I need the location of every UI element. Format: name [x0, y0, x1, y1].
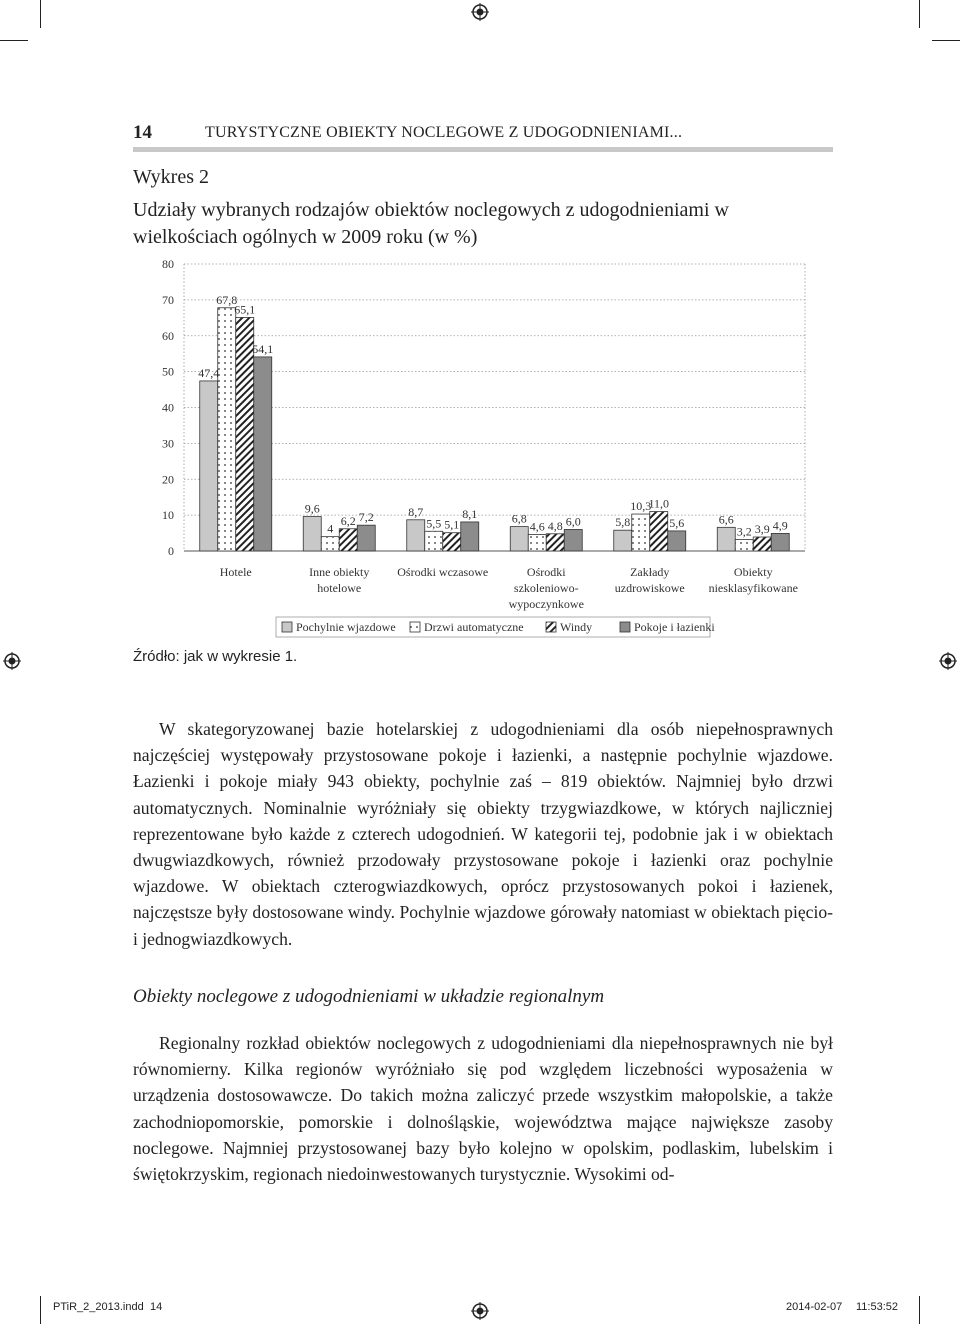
bar	[339, 529, 357, 551]
bar	[200, 381, 218, 551]
data-label: 3,2	[736, 524, 752, 539]
chart-category-labels	[220, 565, 798, 611]
bar	[236, 317, 254, 551]
running-header: TURYSTYCZNE OBIEKTY NOCLEGOWE Z UDOGODNIENIAMI...	[205, 124, 683, 141]
data-label: 3,9	[754, 522, 770, 537]
legend-label: Windy	[560, 620, 593, 634]
data-label: 67,8	[216, 292, 238, 307]
bar	[650, 512, 668, 551]
legend-label: Pokoje i łazienki	[634, 620, 715, 634]
y-tick-label: 70	[162, 292, 174, 307]
chart-data-labels	[198, 293, 788, 539]
chart-grid	[184, 264, 805, 551]
category-label: szkoleniowo-	[513, 581, 579, 595]
figure-label: Wykres 2	[133, 166, 209, 188]
category-label: Ośrodki wczasowe	[397, 565, 489, 579]
data-label: 8,7	[408, 504, 424, 519]
category-label: Hotele	[219, 565, 252, 579]
data-label: 5,8	[615, 515, 631, 530]
data-label: 5,1	[444, 517, 460, 532]
chart-bars	[200, 308, 790, 551]
legend-swatch	[410, 622, 420, 632]
y-tick-label: 50	[162, 364, 174, 379]
data-label: 6,2	[340, 513, 356, 528]
legend-swatch	[620, 622, 630, 632]
bar	[303, 517, 321, 551]
registration-mark-icon	[3, 652, 21, 670]
registration-mark-icon	[471, 1302, 489, 1320]
legend-swatch	[282, 622, 292, 632]
bar	[461, 522, 479, 551]
bar	[546, 534, 564, 551]
y-tick-label: 60	[162, 328, 174, 343]
chart-legend	[276, 617, 715, 637]
bar	[443, 533, 461, 551]
category-label: hotelowe	[317, 581, 362, 595]
footer-file-name: PTiR_2_2013.indd	[53, 1301, 144, 1313]
category-label: Zakłady	[630, 565, 670, 579]
data-label: 11,0	[648, 496, 670, 511]
bar	[218, 308, 236, 551]
y-tick-label: 80	[162, 257, 174, 271]
crop-mark	[40, 1296, 41, 1324]
bar	[632, 514, 650, 551]
legend-label: Drzwi automatyczne	[424, 620, 524, 634]
bar	[407, 520, 425, 551]
bar	[510, 527, 528, 551]
category-label: Obiekty	[733, 565, 773, 579]
legend-label: Pochylnie wjazdowe	[296, 620, 396, 634]
data-label: 8,1	[462, 506, 478, 521]
data-label: 5,6	[669, 515, 685, 530]
bar	[321, 537, 339, 551]
bar	[528, 534, 546, 551]
data-label: 6,8	[511, 511, 527, 526]
bar	[564, 529, 582, 551]
bar	[614, 530, 632, 551]
bar	[425, 531, 443, 551]
y-tick-label: 40	[162, 400, 174, 415]
body-paragraph: W skategoryzowanej bazie hotelarskiej z udogodnieniami dla osób niepełnosprawnych najczęściej występowały przystosowane pokoje i łazienki, a następnie pochylnie wjazdowe. Łazienki i pokoje miały 943 obiekty, pochylnie zaś – 819 obiektów. Najmniej było drzwi automatycznych. Nominalnie wyróżniały się obiekty trzygwiazdkowe, w których najliczniej reprezentowane było każde z czterech udogodnień. W kategorii tej, podobnie jak i w obiektach dwugwiazdkowych, również przodowały przystosowane pokoje i łazienki oraz pochylnie wjazdowe. W obiektach czterogwiazdkowych, oprócz przystosowanych pokoi i łazienek, najczęstsze były dostosowane windy. Pochylnie wjazdowe górowały natomiast w obiektach pięcio- i jednogwiazdkowych.	[133, 719, 833, 949]
data-label: 9,6	[304, 501, 320, 516]
data-label: 6,0	[565, 514, 581, 529]
body-paragraph: Regionalny rozkład obiektów noclegowych z udogodnieniami dla niepełnosprawnych nie był równomierny. Kilka regionów wyróżniało się pod względem liczebności wyposażenia w urządzenia dostosowawcze. Do takich można zaliczyć przede wszystkim małopolskie, a także zachodniopomorskie, pomorskie i dolnośląskie, województwa mające największe zasoby noclegowe. Najmniej przystosowanej bazy było kolejno w opolskim, podlaskim, lubelskim i świętokrzyskim, regionach niedoinwestowanych turystycznie. Wysokimi od-	[133, 1033, 833, 1185]
data-label: 65,1	[234, 302, 256, 317]
data-label: 4,9	[772, 518, 788, 533]
data-label: 47,4	[198, 365, 220, 380]
y-tick-label: 10	[162, 508, 174, 523]
figure-source: Źródło: jak w wykresie 1.	[133, 648, 298, 665]
footer-page-number: 14	[150, 1301, 163, 1313]
page-number: 14	[133, 122, 152, 143]
bar-chart	[0, 0, 960, 650]
y-tick-label: 30	[162, 436, 174, 451]
bar	[668, 531, 686, 551]
y-tick-label: 0	[168, 544, 174, 558]
category-label: wypoczynkowe	[508, 597, 584, 611]
data-label: 5,5	[426, 516, 442, 531]
data-label: 6,6	[718, 512, 734, 527]
section-heading: Obiekty noclegowe z udogodnieniami w układzie regionalnym	[133, 986, 605, 1007]
registration-mark-icon	[939, 652, 957, 670]
bar	[254, 357, 272, 551]
data-label: 4,8	[547, 518, 563, 533]
category-label: uzdrowiskowe	[614, 581, 685, 595]
legend-swatch	[546, 622, 556, 632]
footer-date: 2014-02-07	[786, 1301, 843, 1313]
bar	[771, 533, 789, 551]
crop-mark	[919, 1296, 920, 1324]
figure-title: Udziały wybranych rodzajów obiektów noclegowych z udogodnieniami w wielkościach ogólnych w 2009 roku (w %)	[133, 199, 729, 248]
category-label: niesklasyfikowane	[708, 581, 798, 595]
bar	[735, 540, 753, 551]
data-label: 4,6	[529, 519, 545, 534]
data-label: 4	[327, 521, 334, 536]
data-label: 54,1	[252, 341, 274, 356]
data-label: 7,2	[358, 510, 374, 525]
bar	[717, 527, 735, 551]
y-tick-label: 20	[162, 472, 174, 487]
category-label: Ośrodki	[526, 565, 566, 579]
footer-time: 11:53:52	[856, 1301, 899, 1313]
bar	[753, 537, 771, 551]
data-label: 10,3	[630, 499, 652, 514]
bar	[357, 525, 375, 551]
category-label: Inne obiekty	[309, 565, 370, 579]
